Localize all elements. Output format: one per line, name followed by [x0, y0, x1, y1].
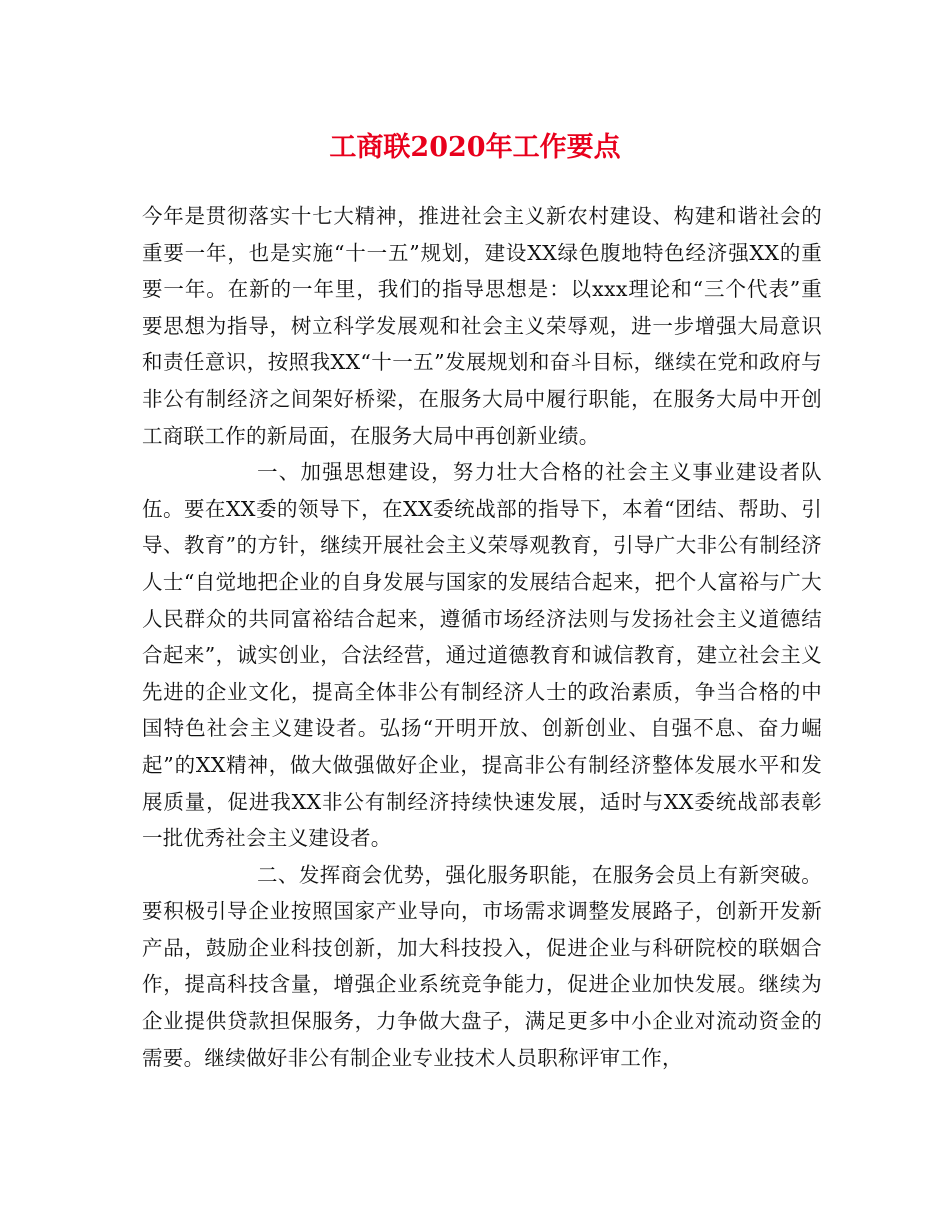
document-body [142, 198, 822, 1076]
paragraph-intro: 今年是贯彻落实十七大精神，推进社会主义新农村建设、构建和谐社会的重要一年，也是实施“十一五”规划，建设XX绿色腹地特色经济强XX的重要一年。在新的一年里，我们的指导思想是：以xxx理论和“三个代表”重要思想为指导，树立科学发展观和社会主义荣辱观，进一步增强大局意识和责任意识，按照我XX“十一五”发展规划和奋斗目标，继续在党和政府与非公有制经济之间架好桥梁，在服务大局中履行职能，在服务大局中开创工商联工作的新局面，在服务大局中再创新业绩。 [142, 204, 822, 448]
paragraph-section-1: 一、加强思想建设，努力壮大合格的社会主义事业建设者队伍。要在XX委的领导下，在XX委统战部的指导下，本着“团结、帮助、引导、教育”的方针，继续开展社会主义荣辱观教育，引导广大非公有制经济人士“自觉地把企业的自身发展与国家的发展结合起来，把个人富裕与广大人民群众的共同富裕结合起来，遵循市场经济法则与发扬社会主义道德结合起来”，诚实创业，合法经营，通过道德教育和诚信教育，建立社会主义先进的企业文化，提高全体非公有制经济人士的政治素质，争当合格的中国特色社会主义建设者。弘扬“开明开放、创新创业、自强不息、奋力崛起”的XX精神，做大做强做好企业，提高非公有制经济整体发展水平和发展质量，促进我XX非公有制经济持续快速发展，适时与XX委统战部表彰一批优秀社会主义建设者。 [142, 460, 822, 851]
document-title: 工商联2020年工作要点 [329, 132, 621, 163]
paragraph-section-2: 二、发挥商会优势，强化服务职能，在服务会员上有新突破。要积极引导企业按照国家产业导向，市场需求调整发展路子，创新开发新产品，鼓励企业科技创新，加大科技投入，促进企业与科研院校的联姻合作，提高科技含量，增强企业系统竞争能力，促进企业加快发展。继续为企业提供贷款担保服务，力争做大盘子，满足更多中小企业对流动资金的需要。继续做好非公有制企业专业技术人员职称评审工作， [142, 862, 822, 1070]
